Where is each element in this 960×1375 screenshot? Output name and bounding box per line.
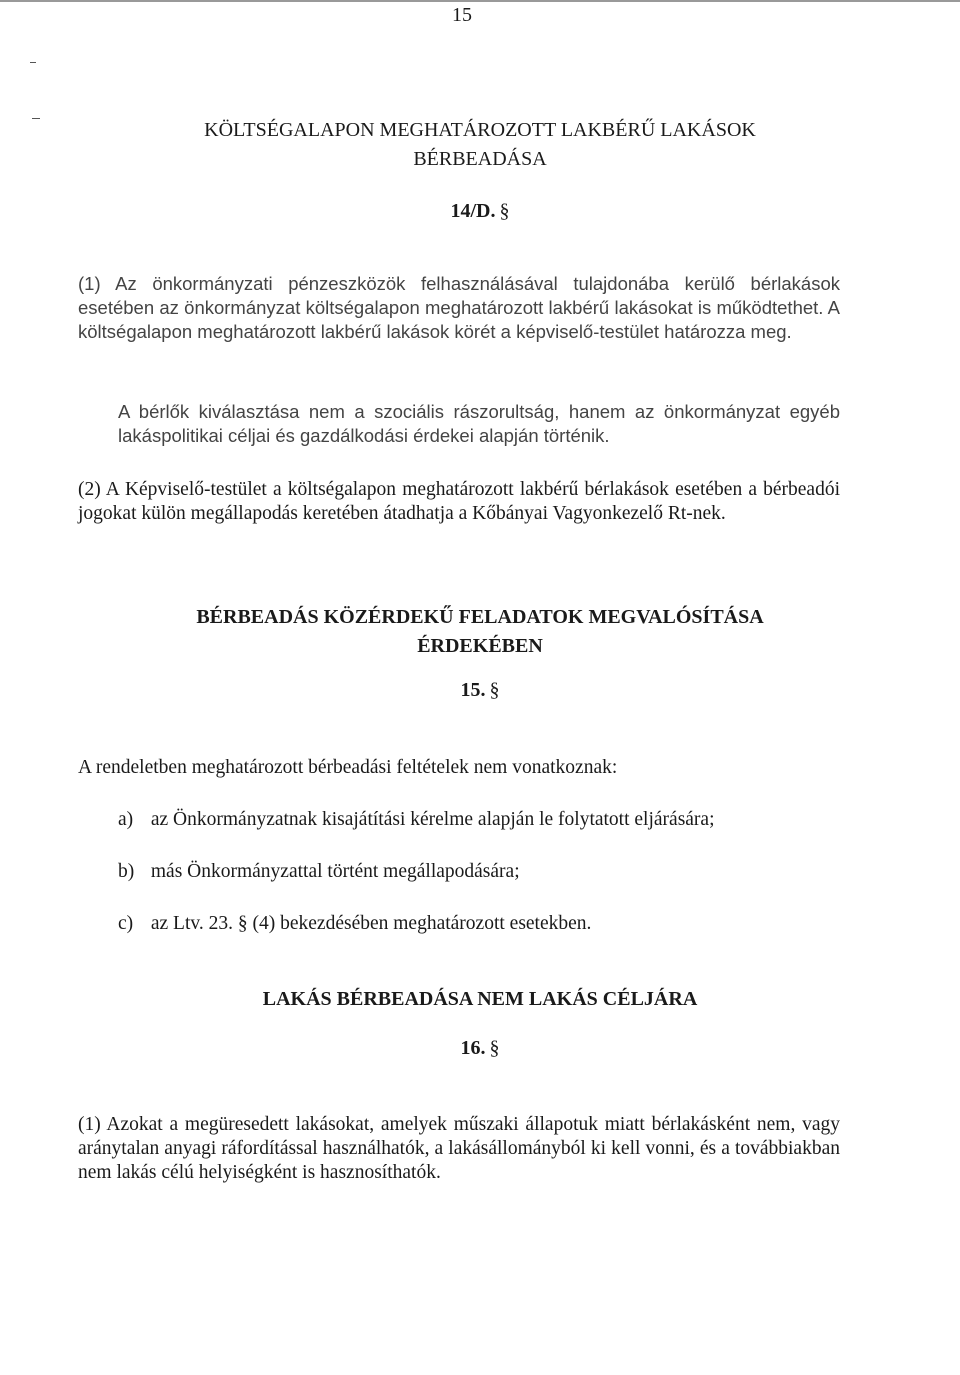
paragraph-14d-1: (1) Az önkormányzati pénzeszközök felhasználásával tulajdonába kerülő bérlakások esetében az önkormányzat költségalapon meghatározott lakbérű lakásokat is működtethet. A költségalapon meghatározott lakbérű lakások körét a képviselő-testület határozza meg. — [78, 273, 840, 342]
list-item-text: az Ltv. 23. § (4) bekezdésében meghatározott esetekben. — [150, 913, 592, 934]
section-title-1-line1: KÖLTSÉGALAPON MEGHATÁROZOTT LAKBÉRŰ LAKÁSOK — [204, 119, 756, 141]
section-symbol: § — [489, 1037, 500, 1059]
scan-speck — [32, 118, 40, 119]
section-title-2-line1: BÉRBEADÁS KÖZÉRDEKŰ FELADATOK MEGVALÓSÍTÁSA — [196, 606, 764, 628]
paragraph-14d-3: (2) A Képviselő-testület a költségalapon meghatározott lakbérű bérlakások esetében a bérbeadói jogokat külön megállapodás keretében átadhatja a Kőbányai Vagyonkezelő Rt-nek. — [78, 479, 840, 524]
paragraph-number-14d — [80, 200, 880, 223]
paragraph-14d-2: A bérlők kiválasztása nem a szociális rászorultság, hanem az önkormányzat egyéb lakáspolitikai céljai és gazdálkodási érdekei alapján történik. — [118, 401, 840, 446]
list-item-text: az Önkormányzatnak kisajátítási kérelme alapján le folytatott eljárására; — [150, 809, 715, 830]
paragraph-16-1: (1) Azokat a megüresedett lakásokat, amelyek műszaki állapotuk miatt bérlakásként nem, vagy aránytalan anyagi ráfordítással használhatók, a lakásállományból ki kell vonni, és a továbbiakban nem lakás célú helyiségként is hasznosíthatók. — [78, 1114, 840, 1183]
list-item-b — [118, 860, 858, 884]
list-item-a — [118, 808, 858, 832]
list-marker: b) — [118, 861, 135, 882]
section-title-2-line2: ÉRDEKÉBEN — [417, 635, 543, 657]
list-item-c — [118, 912, 858, 936]
paragraph-number-15 — [80, 679, 880, 702]
section-symbol: § — [489, 679, 500, 701]
paragraph-label: 15. — [460, 679, 486, 701]
list-marker: c) — [118, 913, 134, 934]
section-title-2 — [80, 603, 880, 661]
paragraph-label: 14/D. — [450, 200, 496, 222]
page-number: 15 — [452, 4, 472, 26]
section-title-3: LAKÁS BÉRBEADÁSA NEM LAKÁS CÉLJÁRA — [262, 988, 698, 1010]
scan-speck — [30, 62, 36, 63]
paragraph-15-intro: A rendeletben meghatározott bérbeadási feltételek nem vonatkoznak: — [78, 757, 618, 778]
paragraph-number-16 — [80, 1037, 880, 1060]
list-marker: a) — [118, 809, 134, 830]
list-item-text: más Önkormányzattal történt megállapodására; — [150, 861, 520, 882]
section-title-1-line2: BÉRBEADÁSA — [413, 148, 547, 170]
top-rule — [0, 0, 960, 2]
paragraph-label: 16. — [460, 1037, 486, 1059]
section-symbol: § — [499, 200, 510, 222]
section-title-1 — [80, 116, 880, 174]
